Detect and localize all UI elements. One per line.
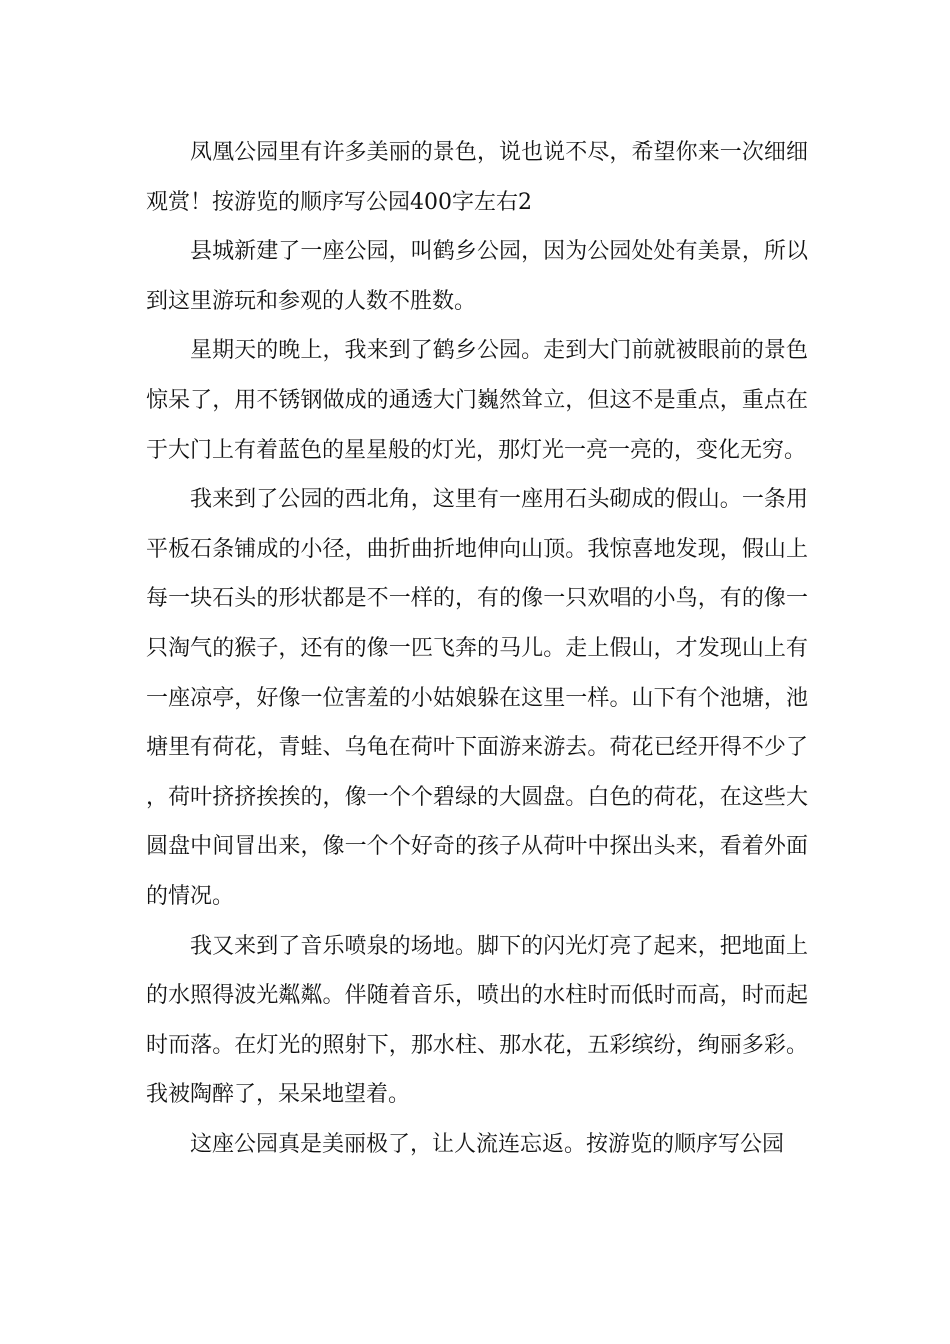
- paragraph-2: 县城新建了一座公园，叫鹤乡公园，因为公园处处有美景，所以到这里游玩和参观的人数不胜数。: [146, 239, 808, 314]
- article-body: [146, 128, 808, 1169]
- paragraph-3: 星期天的晚上，我来到了鹤乡公园。走到大门前就被眼前的景色惊呆了，用不锈钢做成的通透大门巍然耸立，但这不是重点，重点在于大门上有着蓝色的星星般的灯光，那灯光一亮一亮的，变化无穷。: [146, 338, 808, 463]
- paragraph-4: 我来到了公园的西北角，这里有一座用石头砌成的假山。一条用平板石条铺成的小径，曲折曲折地伸向山顶。我惊喜地发现，假山上每一块石头的形状都是不一样的，有的像一只欢唱的小鸟，有的像一只淘气的猴子，还有的像一匹飞奔的马儿。走上假山，才发现山上有一座凉亭，好像一位害羞的小姑娘躲在这里一样。山下有个池塘，池塘里有荷花，青蛙、乌龟在荷叶下面游来游去。荷花已经开得不少了，荷叶挤挤挨挨的，像一个个碧绿的大圆盘。白色的荷花，在这些大圆盘中间冒出来，像一个个好奇的孩子从荷叶中探出头来，看着外面的情况。: [146, 487, 808, 909]
- paragraph-1: 凤凰公园里有许多美丽的景色，说也说不尽，希望你来一次细细观赏！按游览的顺序写公园400字左右2: [146, 140, 808, 215]
- paragraph-6: 这座公园真是美丽极了，让人流连忘返。按游览的顺序写公园: [190, 1131, 785, 1157]
- paragraph-5: 我又来到了音乐喷泉的场地。脚下的闪光灯亮了起来，把地面上的水照得波光粼粼。伴随着音乐，喷出的水柱时而低时而高，时而起时而落。在灯光的照射下，那水柱、那水花，五彩缤纷，绚丽多彩。我被陶醉了，呆呆地望着。: [146, 933, 808, 1108]
